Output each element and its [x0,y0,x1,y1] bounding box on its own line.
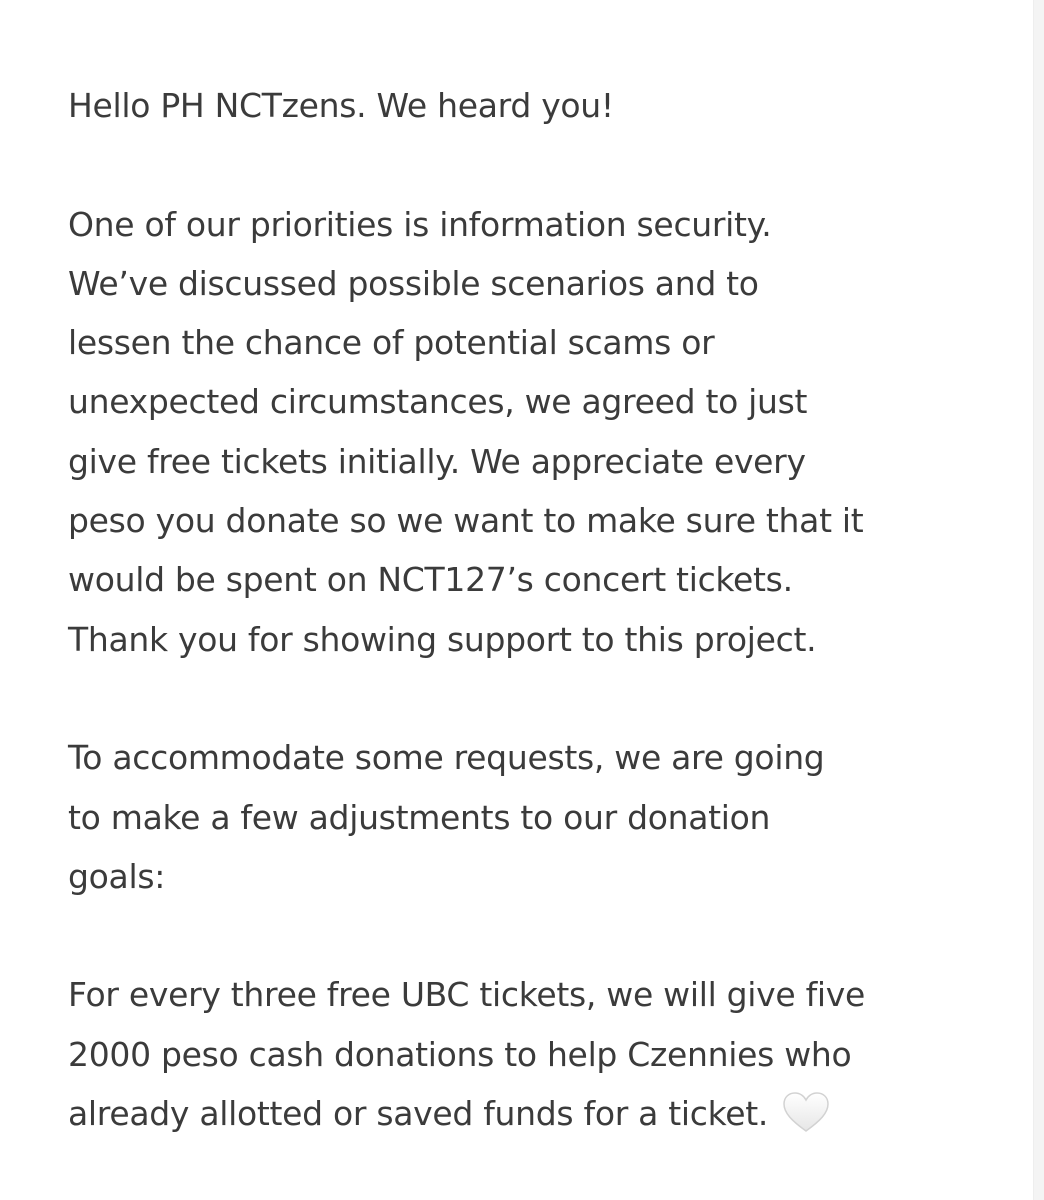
text-line-content: already allotted or saved funds for a ticket. [68,1094,769,1134]
text-line: One of our priorities is information security. [68,204,772,244]
text-line: Thank you for showing support to this project. [68,619,817,659]
text-line: peso you donate so we want to make sure that it [68,501,864,541]
text-line: Hello PH NCTzens. We heard you! [68,86,614,125]
scrollbar-track[interactable] [1033,0,1044,1200]
security-paragraph [68,195,1008,669]
greeting-paragraph [68,76,1008,135]
text-line: would be spent on NCT127’s concert tickets. [68,560,793,600]
text-line: to make a few adjustments to our donation [68,797,771,837]
text-line: 2000 peso cash donations to help Czennies who [68,1034,852,1074]
text-line: unexpected circumstances, we agreed to just [68,382,808,422]
text-line: To accommodate some requests, we are going [68,738,825,778]
last-text-line [68,1084,1008,1143]
text-line: give free tickets initially. We appreciate every [68,441,806,481]
text-line: We’ve discussed possible scenarios and to [68,263,759,303]
adjustments-paragraph [68,728,1008,906]
text-line: For every three free UBC tickets, we will give five [68,975,865,1015]
text-line: lessen the chance of potential scams or [68,323,715,363]
text-line: goals: [68,856,166,896]
note-body[interactable] [68,76,1008,1143]
donation-goals-paragraph [68,965,1008,1143]
white-heart-icon [782,1091,830,1133]
